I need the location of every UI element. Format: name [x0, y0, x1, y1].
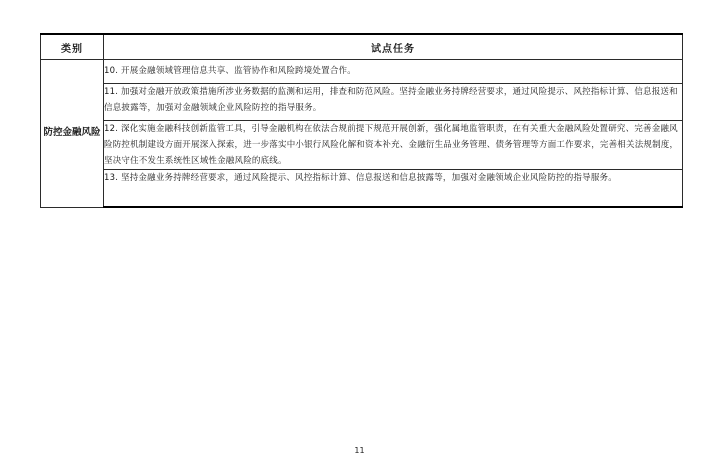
task-item-10: 10. 开展金融领域管理信息共享、监管协作和风险跨境处置合作。	[104, 60, 683, 84]
table-row	[41, 84, 683, 121]
table-row	[41, 170, 683, 208]
task-item-13: 13. 坚持金融业务持牌经营要求，通过风险提示、风控指标计算、信息报送和信息披露等，加强对金融领域企业风险防控的指导服务。	[104, 170, 683, 208]
page-number: 11	[354, 446, 365, 455]
table-row	[41, 121, 683, 170]
task-item-12: 12. 深化实施金融科技创新监管工具，引导金融机构在依法合规前提下规范开展创新，强化属地监管职责，在有关重大金融风险处置研究、完善金融风险防控机制建设方面开展深入探索，进一步落实中小银行风险化解和资本补充、金融衍生品业务管理、债务管理等方面工作要求，完善相关法规制度，坚决守住不发生系统性区域性金融风险的底线。	[104, 121, 683, 170]
table-header-row	[41, 34, 683, 60]
category-column-header: 类别	[41, 34, 104, 60]
category-cell: 防控金融风险	[41, 60, 104, 208]
pilot-tasks-table	[40, 33, 683, 208]
tasks-column-header: 试点任务	[104, 34, 683, 60]
table-row	[41, 60, 683, 84]
task-item-11: 11. 加强对金融开放政策措施所涉业务数据的监测和运用，排查和防范风险。坚持金融业务持牌经营要求，通过风险提示、风控指标计算、信息报送和信息披露等，加强对金融领域企业风险防控的指导服务。	[104, 84, 683, 121]
